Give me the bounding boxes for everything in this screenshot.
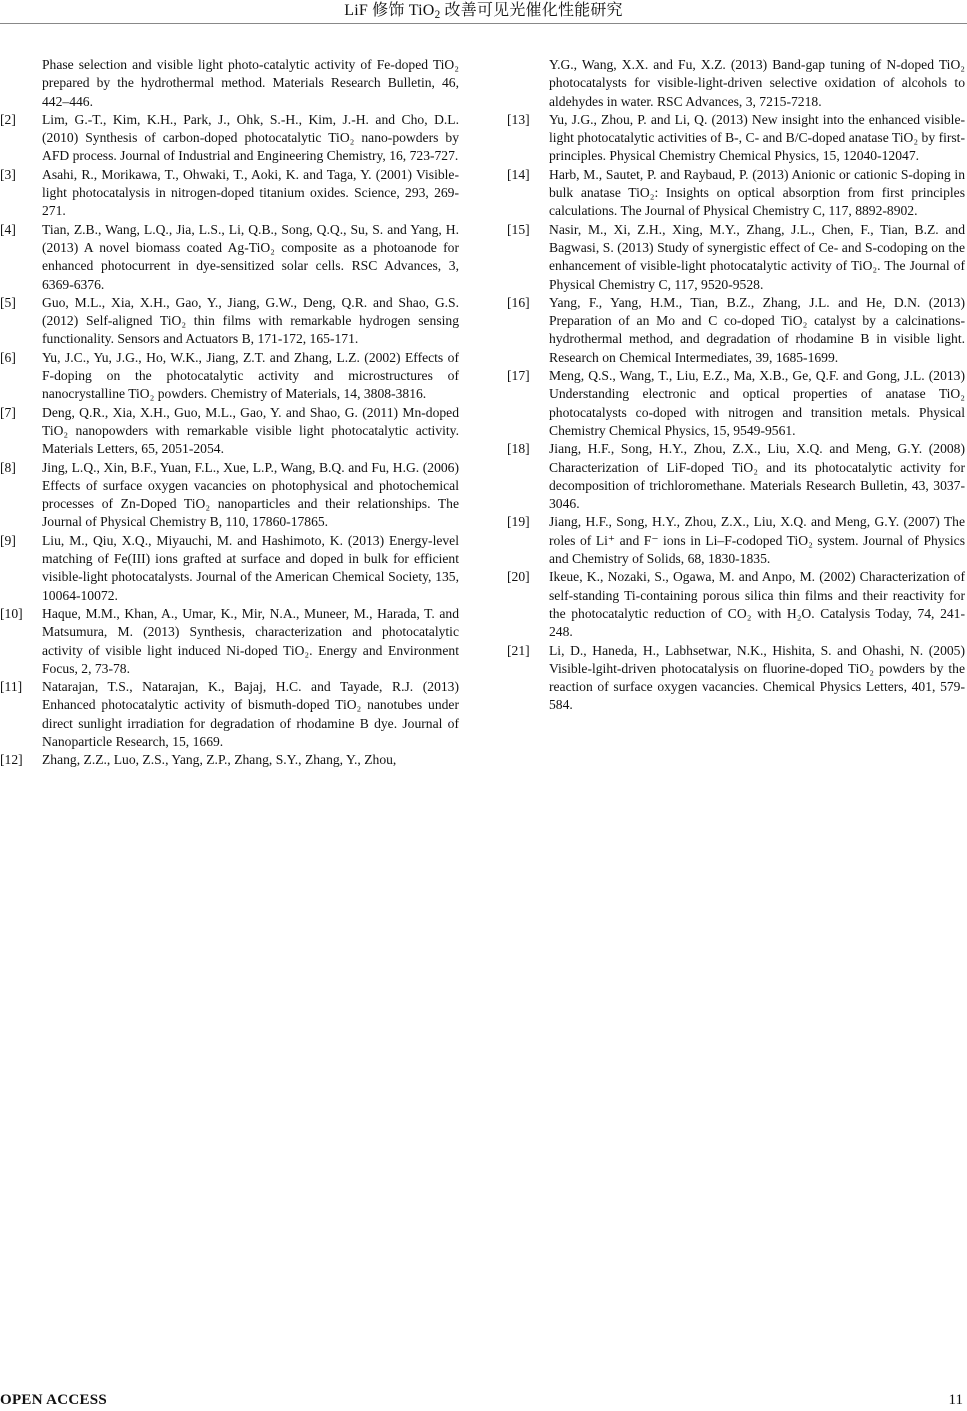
reference-text: Jiang, H.F., Song, H.Y., Zhou, Z.X., Liu, X.Q. and Meng, G.Y. (2008) Characterization of LiF-doped TiO₂ and its photocatalytic activity for decomposition of trichloromethane. Materials Research Bulletin, 43, 3037-3046. [549, 441, 965, 512]
reference-text: Liu, M., Qiu, X.Q., Miyauchi, M. and Hashimoto, K. (2013) Energy-level matching of Fe(III) ions grafted at surface and doped in bulk for efficient visible-light photocatalysts. Journal of the American Chemical Society, 135, 10064-10072. [42, 532, 459, 603]
reference-number: [7] [0, 404, 16, 420]
reference-item [507, 568, 965, 641]
reference-item [0, 751, 459, 769]
reference-item [507, 440, 965, 513]
reference-item [0, 349, 459, 404]
reference-item [0, 56, 459, 111]
reference-number: [20] [507, 569, 530, 585]
reference-item [507, 642, 965, 715]
reference-text: Meng, Q.S., Wang, T., Liu, E.Z., Ma, X.B., Ge, Q.F. and Gong, J.L. (2013) Understanding electronic and optical properties of anatase TiO₂ photocatalysts co-doped with nitrogen and transition metals. Physical Chemistry Chemical Physics, 15, 9549-9561. [549, 368, 965, 438]
page-number: 11 [948, 1392, 963, 1408]
reference-item [0, 532, 459, 605]
reference-item [507, 221, 965, 294]
reference-text: Deng, Q.R., Xia, X.H., Guo, M.L., Gao, Y. and Shao, G. (2011) Mn-doped TiO₂ nanopowders with remarkable visible light photocatalytic activity. Materials Letters, 65, 2051-2054. [42, 404, 459, 457]
reference-number: [6] [0, 349, 16, 365]
reference-item [507, 56, 965, 111]
reference-text: Guo, M.L., Xia, X.H., Gao, Y., Jiang, G.W., Deng, Q.R. and Shao, G.S. (2012) Self-aligned TiO₂ thin films with remarkable hydrogen sensing functionality. Sensors and Actuators B, 171-172, 165-171. [42, 294, 459, 347]
reference-item [0, 605, 459, 678]
reference-number: [19] [507, 514, 530, 530]
reference-text: Jiang, H.F., Song, H.Y., Zhou, Z.X., Liu, X.Q. and Meng, G.Y. (2007) The roles of Li⁺ and F⁻ ions in Li–F-codoped TiO₂ system. Journal of Physics and Chemistry of Solids, 68, 1830-1835. [549, 514, 965, 567]
reference-number: [4] [0, 221, 16, 237]
reference-text: Natarajan, T.S., Natarajan, K., Bajaj, H.C. and Tayade, R.J. (2013) Enhanced photocatalytic activity of bismuth-doped TiO₂ nanotubes under direct sunlight irradiation for degradation of rhodamine B dye. Journal of Nanoparticle Research, 15, 1669. [42, 679, 459, 749]
reference-text: Ikeue, K., Nozaki, S., Ogawa, M. and Anpo, M. (2002) Characterization of self-standing Ti-containing porous silica thin films and their reactivity for the photocatalytic reduction of CO₂ with H₂O. Catalysis Today, 74, 241-248. [549, 569, 965, 640]
reference-item [507, 111, 965, 166]
reference-column-right [507, 56, 965, 715]
reference-item [0, 404, 459, 459]
reference-text: Y.G., Wang, X.X. and Fu, X.Z. (2013) Band-gap tuning of N-doped TiO₂ photocatalysts for visible-light-driven selective oxidation of alcohols to aldehydes in water. RSC Advances, 3, 7215-7218. [549, 57, 965, 109]
reference-text: Zhang, Z.Z., Luo, Z.S., Yang, Z.P., Zhang, S.Y., Zhang, Y., Zhou, [42, 752, 397, 768]
reference-item [507, 367, 965, 440]
reference-item [507, 294, 965, 367]
reference-item [507, 166, 965, 221]
reference-number: [8] [0, 459, 16, 475]
header-rule [0, 23, 967, 24]
reference-number: [21] [507, 642, 530, 658]
reference-text: Li, D., Haneda, H., Labhsetwar, N.K., Hishita, S. and Ohashi, N. (2005) Visible-lgiht-driven photocatalysis on fluorine-doped TiO₂ powders by the reaction of surface oxygen vacancies. Chemical Physics Letters, 401, 579-584. [549, 642, 965, 713]
reference-text: Lim, G.-T., Kim, K.H., Park, J., Ohk, S.-H., Kim, J.-H. and Cho, D.L. (2010) Synthesis of carbon-doped photocatalytic TiO₂ nano-powders by AFD process. Journal of Industrial and Engineering Chemistry, 16, 723-727. [42, 111, 459, 164]
footer-journal: OPEN ACCESS [0, 1392, 108, 1408]
reference-text: Haque, M.M., Khan, A., Umar, K., Mir, N.A., Muneer, M., Harada, T. and Matsumura, M. (2013) Synthesis, characterization and photocatalytic activity of visible light induced Ni-doped TiO₂. Energy and Environment Focus, 2, 73-78. [42, 605, 459, 676]
running-header: LiF 修饰 TiO$_2$ 改善可见光催化性能研究 [344, 2, 623, 21]
reference-number: [17] [507, 368, 530, 384]
reference-text: Yu, J.C., Yu, J.G., Ho, W.K., Jiang, Z.T. and Zhang, L.Z. (2002) Effects of F-doping on the photocatalytic activity and microstructures of nanocrystalline TiO₂ powders. Chemistry of Materials, 14, 3808-3816. [42, 349, 459, 402]
reference-number: [12] [0, 752, 23, 768]
reference-number: [10] [0, 605, 23, 621]
reference-number: [11] [0, 679, 23, 695]
reference-number: [14] [507, 166, 530, 182]
reference-item [0, 678, 459, 751]
reference-text: Tian, Z.B., Wang, L.Q., Jia, L.S., Li, Q.B., Song, Q.Q., Su, S. and Yang, H. (2013) A novel biomass coated Ag-TiO₂ composite as a photoanode for enhanced photocurrent in dye-sensitized solar cells. RSC Advances, 3, 6369-6376. [42, 221, 459, 292]
reference-number: [3] [0, 166, 16, 182]
reference-number: [5] [0, 294, 16, 310]
reference-text: Harb, M., Sautet, P. and Raybaud, P. (2013) Anionic or cationic S-doping in bulk anatase TiO₂: Insights on optical absorption from first principles calculations. The Journal of Physical Chemistry C, 117, 8892-8902. [549, 166, 965, 219]
reference-item [0, 166, 459, 221]
reference-text: Jing, L.Q., Xin, B.F., Yuan, F.L., Xue, L.P., Wang, B.Q. and Fu, H.G. (2006) Effects of surface oxygen vacancies on photophysical and photochemical processes of Zn-Doped TiO₂ nanoparticles and their relationships. The Journal of Physical Chemistry B, 110, 17860-17865. [42, 459, 459, 530]
reference-text: Asahi, R., Morikawa, T., Ohwaki, T., Aoki, K. and Taga, Y. (2001) Visible-light photocatalysis in nitrogen-doped titanium oxides. Science, 293, 269-271. [42, 166, 459, 219]
reference-item [0, 111, 459, 166]
reference-number: [16] [507, 294, 530, 310]
reference-text: Nasir, M., Xi, Z.H., Xing, M.Y., Zhang, J.L., Chen, F., Tian, B.Z. and Bagwasi, S. (2013) Study of synergistic effect of Ce- and S-codoping on the enhancement of visible-light photocatalytic activity of TiO₂. The Journal of Physical Chemistry C, 117, 9520-9528. [549, 221, 965, 292]
reference-column-left [0, 56, 459, 770]
reference-item [0, 459, 459, 532]
reference-item [0, 221, 459, 294]
reference-number: [9] [0, 532, 16, 548]
reference-item [507, 513, 965, 568]
reference-text: Yu, J.G., Zhou, P. and Li, Q. (2013) New insight into the enhanced visible-light photocatalytic activities of B-, C- and B/C-doped anatase TiO₂ by first-principles. Physical Chemistry Chemical Physics, 15, 12040-12047. [549, 111, 965, 164]
reference-number: [13] [507, 111, 530, 127]
reference-number: [18] [507, 441, 530, 457]
reference-number: [2] [0, 111, 16, 127]
reference-text: Yang, F., Yang, H.M., Tian, B.Z., Zhang, J.L. and He, D.N. (2013) Preparation of an Mo and C co-doped TiO₂ catalyst by a calcinations-hydrothermal method, and degradation of rhodamine B in visible light. Research on Chemical Intermediates, 39, 1685-1699. [549, 294, 965, 365]
reference-item [0, 294, 459, 349]
reference-text: Phase selection and visible light photo-catalytic activity of Fe-doped TiO₂ prepared by the hydrothermal method. Materials Research Bulletin, 46, 442–446. [42, 57, 459, 109]
reference-number: [15] [507, 221, 530, 237]
